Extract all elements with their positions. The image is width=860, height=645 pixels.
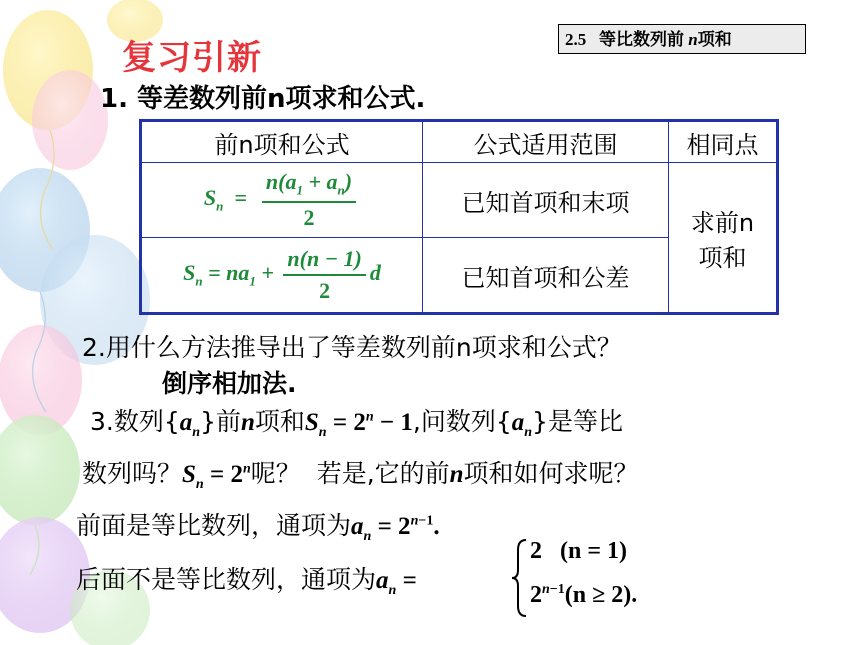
question-3-line-1: 3.数列$\{a_n\}$前n项和$S_n = 2^n - 1$,问数列$\{a_n\}$是等比	[90, 407, 623, 440]
common-line-2: 项和	[698, 243, 747, 272]
question-2-answer: 倒序相加法.	[162, 369, 297, 398]
table-row	[141, 163, 778, 238]
section-tag	[558, 24, 806, 54]
section-number: 2.5	[565, 30, 587, 49]
case-1-condition: (n = 1)	[560, 538, 628, 564]
q3-text-b: 项和	[254, 407, 305, 436]
front-part-line: 前面是等比数列，通项为$a_n = 2^{n-1}$.	[76, 511, 440, 544]
q3-text-c: ,问数列{	[412, 407, 512, 436]
case-2-condition: (n ≥ 2)	[564, 582, 632, 608]
header-common: 相同点	[669, 121, 778, 163]
question-2: 2.用什么方法推导出了等差数列前n项求和公式？	[82, 333, 622, 362]
left-brace-icon	[510, 538, 530, 618]
section-title-a: 等比数列前	[599, 30, 684, 49]
q3-line2-c: 若是,它的前	[316, 459, 450, 488]
q3-text-a: }前	[200, 407, 241, 436]
page-title: 复习引新	[122, 38, 262, 78]
front-text: 前面是等比数列，通项为	[76, 511, 352, 540]
range-cell-1: 已知首项和末项	[423, 163, 669, 238]
common-line-1: 求前n	[690, 208, 755, 237]
case-2: $2^{n-1}(n \ge 2)$.	[530, 582, 638, 608]
range-cell-2: 已知首项和公差	[423, 238, 669, 314]
q3-prefix: 3.数列{	[90, 407, 180, 436]
comparison-table	[139, 119, 779, 315]
q3-text-d: }是等比	[532, 407, 623, 436]
question-1	[100, 78, 425, 115]
header-formula: 前n项和公式	[141, 121, 423, 163]
q3-line2-b: 呢？	[250, 459, 301, 488]
case-1	[530, 538, 627, 565]
section-title-var: n	[688, 30, 698, 49]
table-header-row	[141, 121, 778, 163]
q3-line2-d: 项和如何求呢？	[463, 459, 639, 488]
sum-formula-first-last: $S_n$ = $\frac{n(a_1 + a_n)}{2}$	[204, 185, 360, 210]
q3-line2-a: 数列吗？	[82, 459, 183, 488]
question-1-text: 等差数列前n项求和公式.	[137, 84, 426, 114]
back-text: 后面不是等比数列，通项为	[76, 565, 377, 594]
common-cell	[669, 163, 778, 314]
back-part-line: 后面不是等比数列，通项为$a_n$ =	[76, 565, 417, 598]
section-title-b: 项和	[697, 30, 732, 49]
formula-cell-2	[141, 238, 423, 314]
sum-formula-first-diff: $S_n = na_1$ + $\frac{n(n - 1)}{2}$ d	[183, 246, 381, 303]
question-3-line-2: 数列吗？$S_n = 2^n$呢？ 若是,它的前n项和如何求呢？	[82, 459, 639, 492]
case-1-value: 2	[530, 538, 542, 564]
formula-cell-1	[141, 163, 423, 238]
question-1-number: 1.	[100, 84, 128, 114]
header-range: 公式适用范围	[423, 121, 669, 163]
